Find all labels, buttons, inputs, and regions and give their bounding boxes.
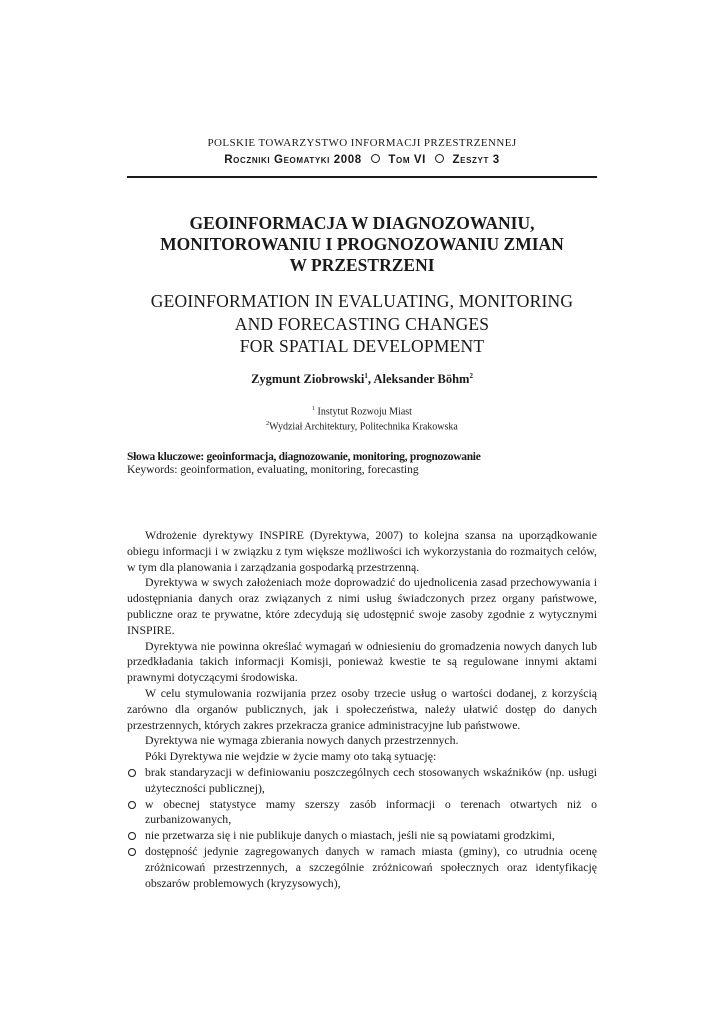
circle-bullet-icon	[128, 769, 136, 777]
keywords-english: Keywords: geoinformation, evaluating, monitoring, forecasting	[127, 464, 419, 476]
list-item-text: w obecnej statystyce mamy szerszy zasób informacji o terenach otwartych niż o zurbanizowanych,	[145, 796, 597, 827]
title-english	[100, 290, 624, 358]
paragraph: Dyrektywa w swych założeniach może doprowadzić do ujednolicenia zasad przechowywania i udostępniania danych oraz związanych z nimi usług świadczonych przez organy państwowe, publiczne oraz te prywatne, które zdecydują się udostępnić swoje zasoby zgodnie z wytycznymi INSPIRE.	[127, 575, 597, 637]
paragraph: Dyrektywa nie powinna określać wymagań w odniesieniu do gromadzenia nowych danych lub przedkładania takich informacji Komisji, ponieważ kwestie te są regulowane innymi aktami prawnymi dotyczącymi środowiska.	[127, 638, 597, 685]
list-item	[127, 765, 597, 797]
title-en-line: AND FORECASTING CHANGES	[234, 313, 490, 334]
author-name: Aleksander Böhm	[373, 372, 470, 387]
affiliation	[0, 418, 724, 433]
keywords-polish: Słowa kluczowe: geoinformacja, diagnozowanie, monitoring, prognozowanie	[127, 451, 481, 463]
journal-volume: Tom VI	[388, 154, 426, 166]
affiliation	[0, 403, 724, 418]
circle-bullet-icon	[128, 801, 136, 809]
affiliation-text: Wydział Architektury, Politechnika Krakowska	[269, 421, 458, 433]
circle-bullet-icon	[128, 848, 136, 856]
list-item	[127, 828, 597, 844]
title-polish	[100, 213, 624, 276]
society-name: POLSKIE TOWARZYSTWO INFORMACJI PRZESTRZENNEJ	[207, 137, 517, 149]
author-name: Zygmunt Ziobrowski	[251, 372, 365, 387]
affiliations	[0, 403, 724, 434]
journal-issue: Zeszyt 3	[452, 154, 500, 166]
circle-separator-icon	[371, 154, 380, 163]
header-rule	[127, 176, 597, 178]
journal-title: Roczniki Geomatyki 2008	[224, 154, 362, 166]
list-item-text: brak standaryzacji w definiowaniu poszczególnych cech stosowanych wskaźników (np. usługi użyteczności publicznej),	[145, 764, 597, 795]
paragraph: Dyrektywa nie wymaga zbierania nowych danych przestrzennych.	[145, 733, 459, 748]
title-pl-line: GEOINFORMACJA W DIAGNOZOWANIU,	[189, 213, 535, 233]
circle-separator-icon	[435, 154, 444, 163]
affiliation-mark: 2	[266, 421, 270, 428]
circle-bullet-icon	[128, 832, 136, 840]
affiliation-text: Instytut Rozwoju Miast	[317, 406, 412, 418]
author-list: Zygmunt Ziobrowski$^1$, Aleksander Böhm$^2$	[251, 372, 473, 387]
affiliation-mark: 1	[312, 406, 316, 412]
author-affiliation-mark: 1	[364, 372, 368, 380]
title-en-line: FOR SPATIAL DEVELOPMENT	[239, 336, 485, 356]
keywords-block	[127, 451, 597, 477]
list-item	[127, 797, 597, 829]
author-affiliation-mark: 2	[469, 372, 473, 380]
journal-line	[0, 154, 724, 166]
list-item-text: dostępność jedynie zagregowanych danych w ramach miasta (gminy), co utrudnia ocenę zróżnicowań przestrzennych, a szczególnie zróżnicowań społecznych oraz identyfikację obszarów problemowych (kryzysowych),	[145, 843, 597, 890]
paragraph: Póki Dyrektywa nie wejdzie w życie mamy oto taką sytuację:	[145, 749, 437, 764]
title-pl-line: W PRZESTRZENI	[289, 255, 435, 275]
paragraph: W celu stymulowania rozwijania przez osoby trzecie usług o wartości dodanej, z korzyścią zarówno dla organów publicznych, jak i społeczeństwa, należy ułatwić dostęp do danych przestrzennych, których zakres przekracza granice administracyjne lub państwowe.	[127, 685, 597, 732]
title-pl-line: MONITOROWANIU I PROGNOZOWANIU ZMIAN	[160, 234, 564, 254]
body-text	[127, 528, 597, 891]
list-item-text: nie przetwarza się i nie publikuje danych o miastach, jeśli nie są powiatami grodzkimi,	[145, 828, 555, 843]
title-en-line: GEOINFORMATION IN EVALUATING, MONITORING	[150, 291, 574, 311]
bullet-list	[127, 765, 597, 891]
paragraph: Wdrożenie dyrektywy INSPIRE (Dyrektywa, 2007) to kolejna szansa na uporządkowanie obiegu informacji i w związku z tym większe możliwości ich wykorzystania do rozmaitych celów, w tym dla planowania i zarządzania gospodarką przestrzenną.	[127, 528, 597, 574]
list-item	[127, 844, 597, 891]
